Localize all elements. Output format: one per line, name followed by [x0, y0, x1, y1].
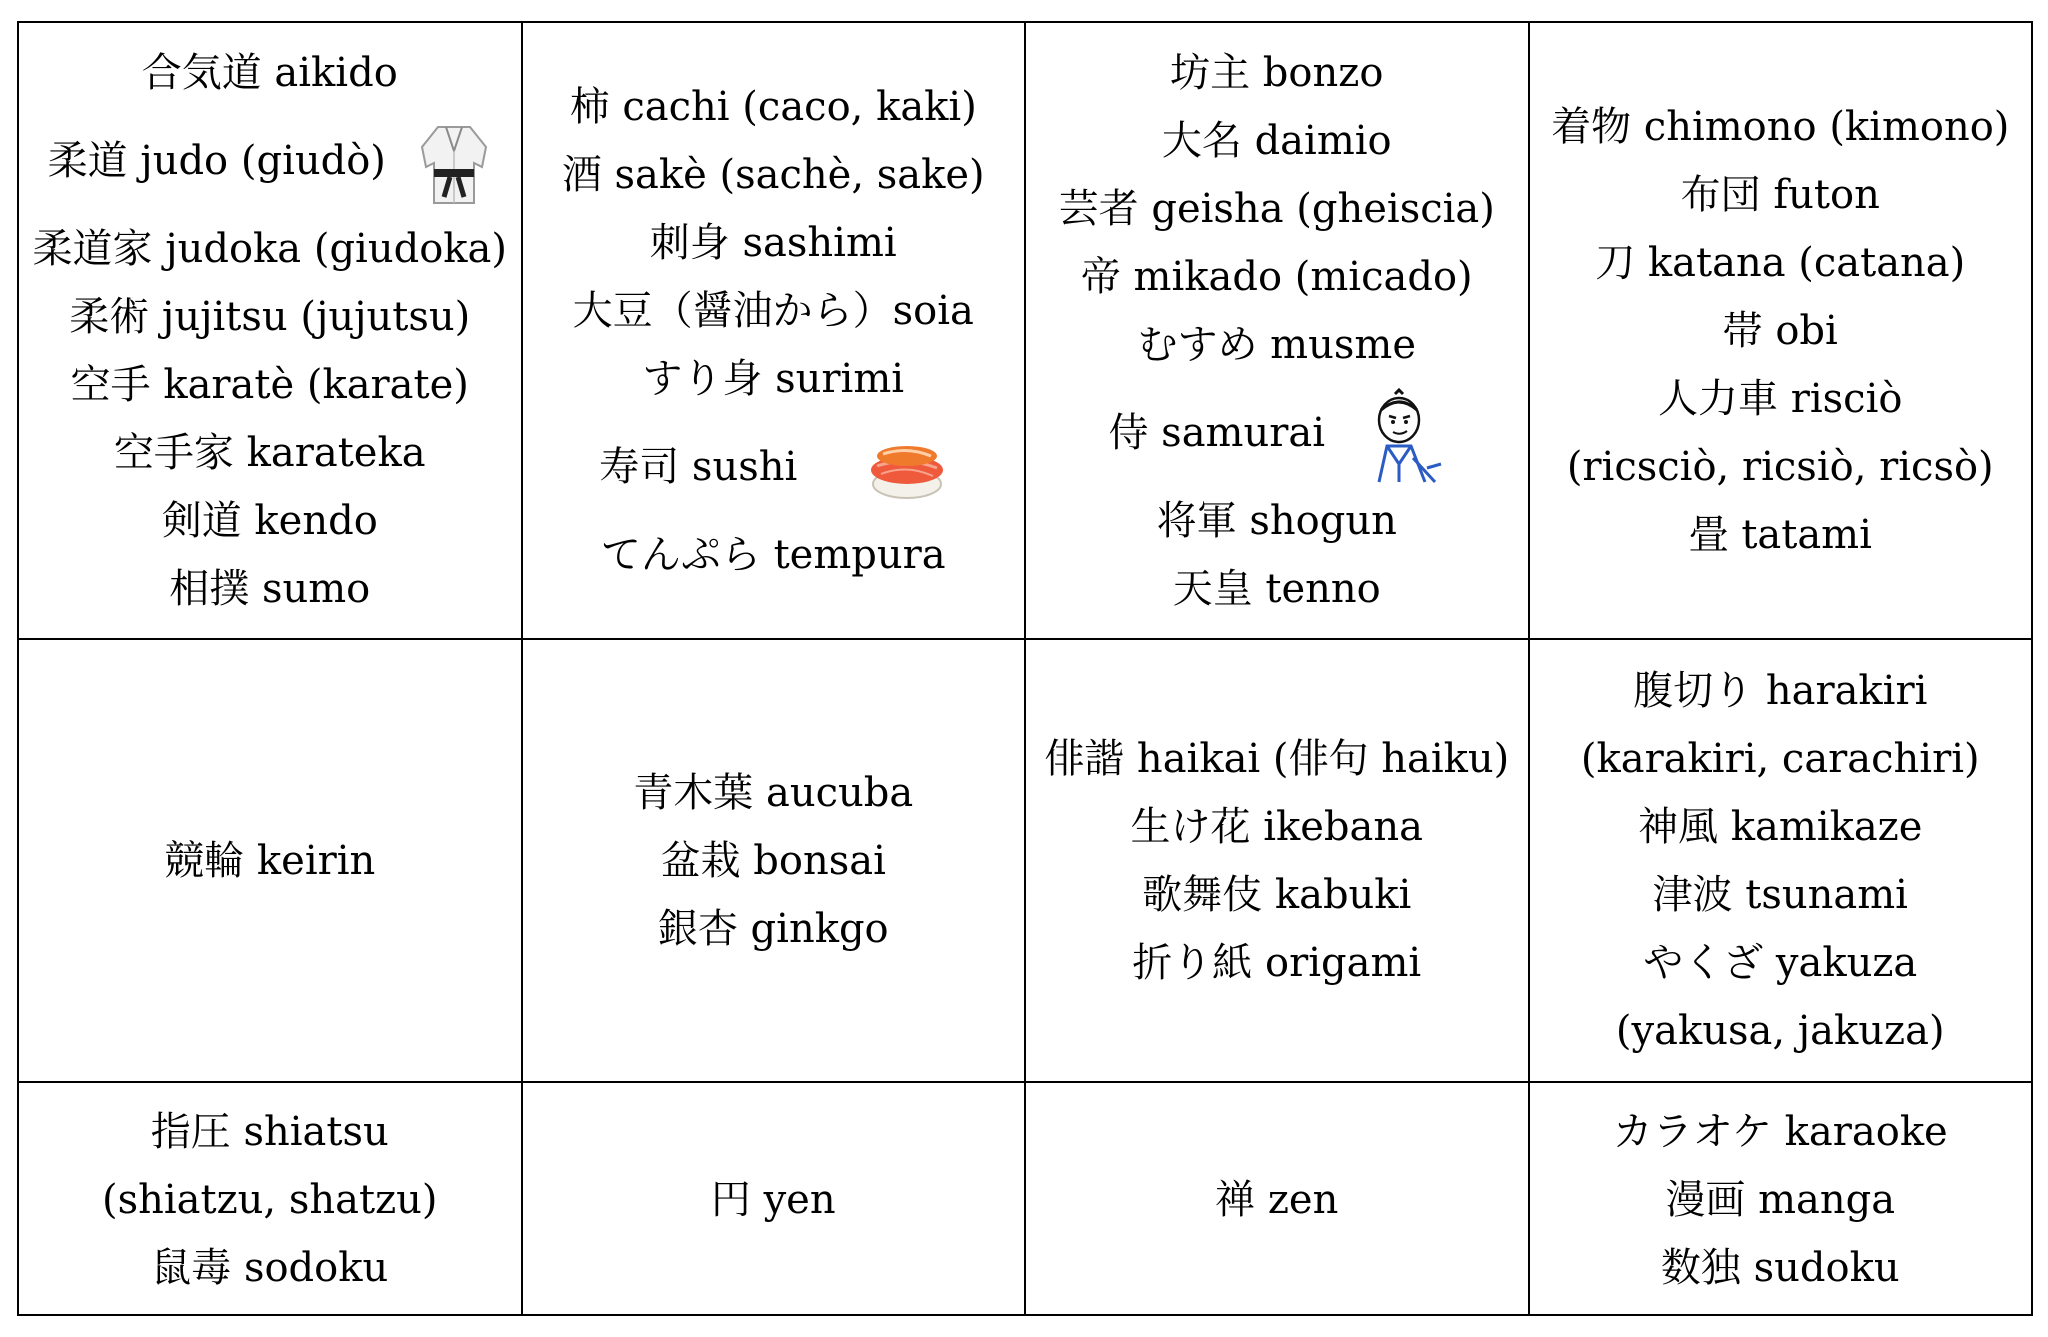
term: 剣道 kendo — [161, 497, 378, 544]
term: 天皇 tenno — [1172, 565, 1381, 612]
term: むすめ musme — [1137, 321, 1417, 368]
term: 神風 kamikaze — [1638, 803, 1923, 850]
term: 布団 futon — [1680, 171, 1880, 218]
table-row — [19, 640, 2031, 1083]
term: 侍 samurai — [1108, 409, 1326, 456]
term: 寿司 sushi — [599, 443, 798, 490]
term: カラオケ karaoke — [1612, 1108, 1948, 1155]
term-with-icon — [599, 413, 947, 521]
term: 腹切り harakiri — [1633, 667, 1928, 714]
term: 指圧 shiatsu — [150, 1108, 389, 1155]
term: (shiatzu, shatzu) — [101, 1176, 438, 1223]
cell-pop-culture — [1530, 1083, 2032, 1316]
term: すり身 surimi — [642, 355, 905, 402]
term: 禅 zen — [1215, 1176, 1339, 1223]
term: 鼠毒 sodoku — [151, 1244, 389, 1291]
term: やくざ yakuza — [1643, 939, 1918, 986]
term: 銀杏 ginkgo — [657, 905, 889, 952]
cell-objects — [1530, 23, 2032, 638]
term: 円 yen — [710, 1176, 836, 1223]
term: 青木葉 aucuba — [633, 769, 914, 816]
term: 空手 karatè (karate) — [70, 361, 469, 408]
term: 大名 daimio — [1161, 117, 1392, 164]
cell-plants — [523, 640, 1027, 1081]
cell-health — [19, 1083, 523, 1316]
cell-people — [1026, 23, 1530, 638]
cell-martial-arts — [19, 23, 523, 638]
term: 柔道 judo (giudò) — [47, 137, 386, 184]
cell-religion — [1026, 1083, 1530, 1316]
table-row — [19, 23, 2031, 640]
term: 酒 sakè (sachè, sake) — [561, 151, 985, 198]
term: 数独 sudoku — [1660, 1244, 1900, 1291]
term: 俳諧 haikai (俳句 haiku) — [1044, 735, 1510, 782]
term: 折り紙 origami — [1132, 939, 1422, 986]
term: (ricsciò, ricsiò, ricsò) — [1566, 443, 1994, 490]
term: 刺身 sashimi — [649, 219, 897, 266]
term: 競輪 keirin — [164, 837, 376, 884]
term: 刀 katana (catana) — [1595, 239, 1966, 286]
term: 津波 tsunami — [1652, 871, 1908, 918]
term: 生け花 ikebana — [1130, 803, 1423, 850]
cell-food — [523, 23, 1027, 638]
cell-misc — [1530, 640, 2032, 1081]
term: 歌舞伎 kabuki — [1142, 871, 1412, 918]
term: 帝 mikado (micado) — [1080, 253, 1473, 300]
samurai-drawing-icon — [1365, 388, 1445, 484]
term: 柔術 jujitsu (jujutsu) — [69, 293, 471, 340]
term-with-icon — [48, 107, 492, 215]
sushi-icon — [867, 438, 947, 502]
term: (karakiri, carachiri) — [1580, 735, 1980, 782]
term: 合気道 aikido — [141, 49, 398, 96]
term: 人力車 risciò — [1658, 375, 1903, 422]
term: 将軍 shogun — [1156, 497, 1397, 544]
term: 帯 obi — [1722, 307, 1838, 354]
cell-currency — [523, 1083, 1027, 1316]
term: 坊主 bonzo — [1170, 49, 1384, 96]
term: 盆栽 bonsai — [660, 837, 886, 884]
term: 着物 chimono (kimono) — [1551, 103, 2010, 150]
term: 柔道家 judoka (giudoka) — [32, 225, 507, 272]
cell-sport — [19, 640, 523, 1081]
term-with-icon — [1108, 379, 1445, 487]
term: 大豆（醤油から）soia — [572, 287, 974, 334]
vocabulary-table — [17, 21, 2033, 1316]
term: (yakusa, jakuza) — [1615, 1007, 1945, 1054]
term: てんぷら tempura — [600, 531, 946, 578]
term: 芸者 geisha (gheiscia) — [1058, 185, 1495, 232]
cell-arts — [1026, 640, 1530, 1081]
term: 空手家 karateka — [113, 429, 426, 476]
term: 相撲 sumo — [169, 565, 371, 612]
term: 柿 cachi (caco, kaki) — [569, 83, 977, 130]
table-row — [19, 1083, 2031, 1316]
martial-arts-uniform-icon — [416, 121, 492, 207]
term: 漫画 manga — [1665, 1176, 1896, 1223]
term: 畳 tatami — [1688, 511, 1872, 558]
